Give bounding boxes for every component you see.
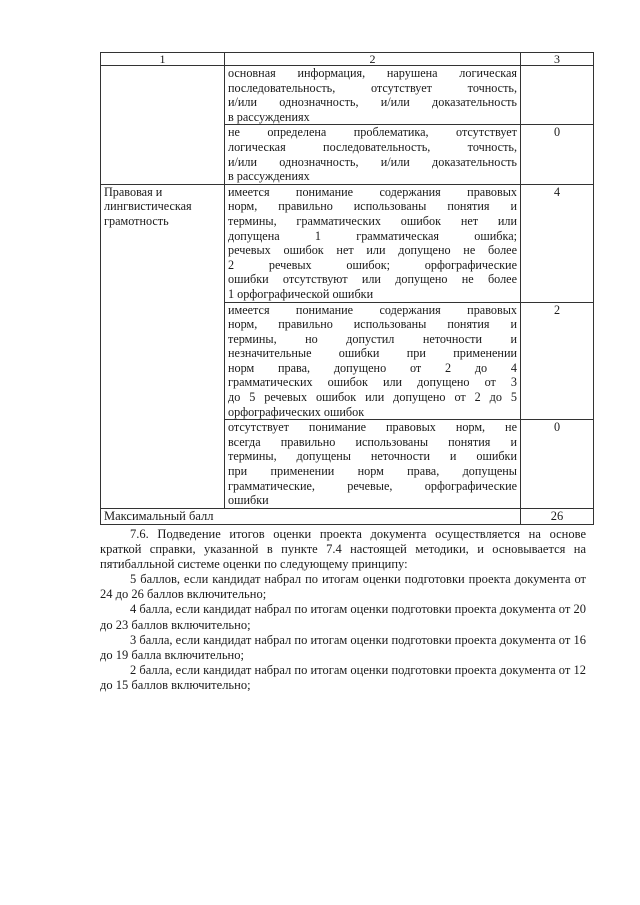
- description-line: термины, но допустил неточности и: [228, 331, 517, 346]
- description-line: и/или однозначность, и/или доказательность: [228, 154, 517, 169]
- description-line: норм права, допущено от 2 до 4: [228, 360, 517, 375]
- score-cell: 0: [521, 125, 594, 184]
- criterion-cell: [101, 125, 225, 184]
- paragraph-5-points: 5 баллов, если кандидат набрал по итогам оценки подготовки проекта документа от 24 до 26 баллов включительно;: [100, 572, 586, 602]
- score-cell: 2: [521, 302, 594, 420]
- body-text: [100, 527, 586, 693]
- paragraph-2-points: 2 балла, если кандидат набрал по итогам оценки подготовки проекта документа от 12 до 15 баллов включительно;: [100, 662, 586, 692]
- description-line: до 5 речевых ошибок или допущено от 2 до 5: [228, 390, 517, 405]
- table-header-row: [101, 53, 594, 66]
- description-line: грамматические, речевые, орфографические: [228, 478, 517, 493]
- description-line: имеется понимание содержания правовых: [228, 184, 517, 199]
- header-col-2: 2: [225, 53, 521, 66]
- description-line: речевых ошибок нет или допущено не более: [228, 243, 517, 258]
- description-line: не определена проблематика, отсутствует: [228, 125, 517, 140]
- description-line: термины, грамматических ошибок нет или: [228, 213, 517, 228]
- paragraph-3-points: 3 балла, если кандидат набрал по итогам оценки подготовки проекта документа от 16 до 19 балла включительно;: [100, 632, 586, 662]
- max-score-value: 26: [521, 508, 594, 524]
- description-line: 2 речевых ошибок; орфографические: [228, 257, 517, 272]
- description-line: логическая последовательность, точность,: [228, 139, 517, 154]
- description-line: норм, правильно использованы понятия и: [228, 317, 517, 332]
- description-line: в рассуждениях: [228, 169, 310, 184]
- description-line: норм, правильно использованы понятия и: [228, 199, 517, 214]
- description-line: имеется понимание содержания правовых: [228, 302, 517, 317]
- description-cell: [225, 125, 521, 184]
- table-row: [101, 184, 594, 302]
- table-row: [101, 125, 594, 184]
- table-row: [101, 66, 594, 125]
- description-line: в рассуждениях: [228, 109, 310, 124]
- description-cell: [225, 184, 521, 302]
- description-line: термины, допущены неточности и ошибки: [228, 449, 517, 464]
- description-line: и/или однозначность, и/или доказательность: [228, 95, 517, 110]
- description-cell: [225, 420, 521, 509]
- description-line: 1 орфографической ошибки: [228, 286, 374, 301]
- description-line: всегда правильно использованы понятия и: [228, 434, 517, 449]
- criteria-table: [100, 52, 594, 525]
- max-score-row: [101, 508, 594, 524]
- max-score-label: Максимальный балл: [101, 508, 521, 524]
- description-line: ошибки отсутствуют или допущено не более: [228, 272, 517, 287]
- header-col-3: 3: [521, 53, 594, 66]
- criterion-cell: [101, 66, 225, 125]
- description-line: основная информация, нарушена логическая: [228, 66, 517, 80]
- description-line: при применении норм права, допущены: [228, 464, 517, 479]
- description-line: ошибки: [228, 493, 269, 508]
- description-line: отсутствует понимание правовых норм, не: [228, 420, 517, 435]
- description-cell: [225, 302, 521, 420]
- description-line: незначительные ошибки при применении: [228, 346, 517, 361]
- description-line: последовательность, отсутствует точность,: [228, 80, 517, 95]
- description-cell: [225, 66, 521, 125]
- description-line: грамматических ошибок или допущено от 3: [228, 375, 517, 390]
- score-cell: 4: [521, 184, 594, 302]
- score-cell: [521, 66, 594, 125]
- description-line: допущена 1 грамматическая ошибка;: [228, 228, 517, 243]
- paragraph-7-6: 7.6. Подведение итогов оценки проекта документа осуществляется на основе краткой справки, указанной в пункте 7.4 настоящей методики, и основывается на пятибалльной системе оценки по следующему принципу:: [100, 527, 586, 572]
- score-cell: 0: [521, 420, 594, 509]
- criterion-cell: Правовая и лингвистическая грамотность: [101, 184, 225, 508]
- description-line: орфографических ошибок: [228, 404, 365, 419]
- header-col-1: 1: [101, 53, 225, 66]
- paragraph-4-points: 4 балла, если кандидат набрал по итогам оценки подготовки проекта документа от 20 до 23 баллов включительно;: [100, 602, 586, 632]
